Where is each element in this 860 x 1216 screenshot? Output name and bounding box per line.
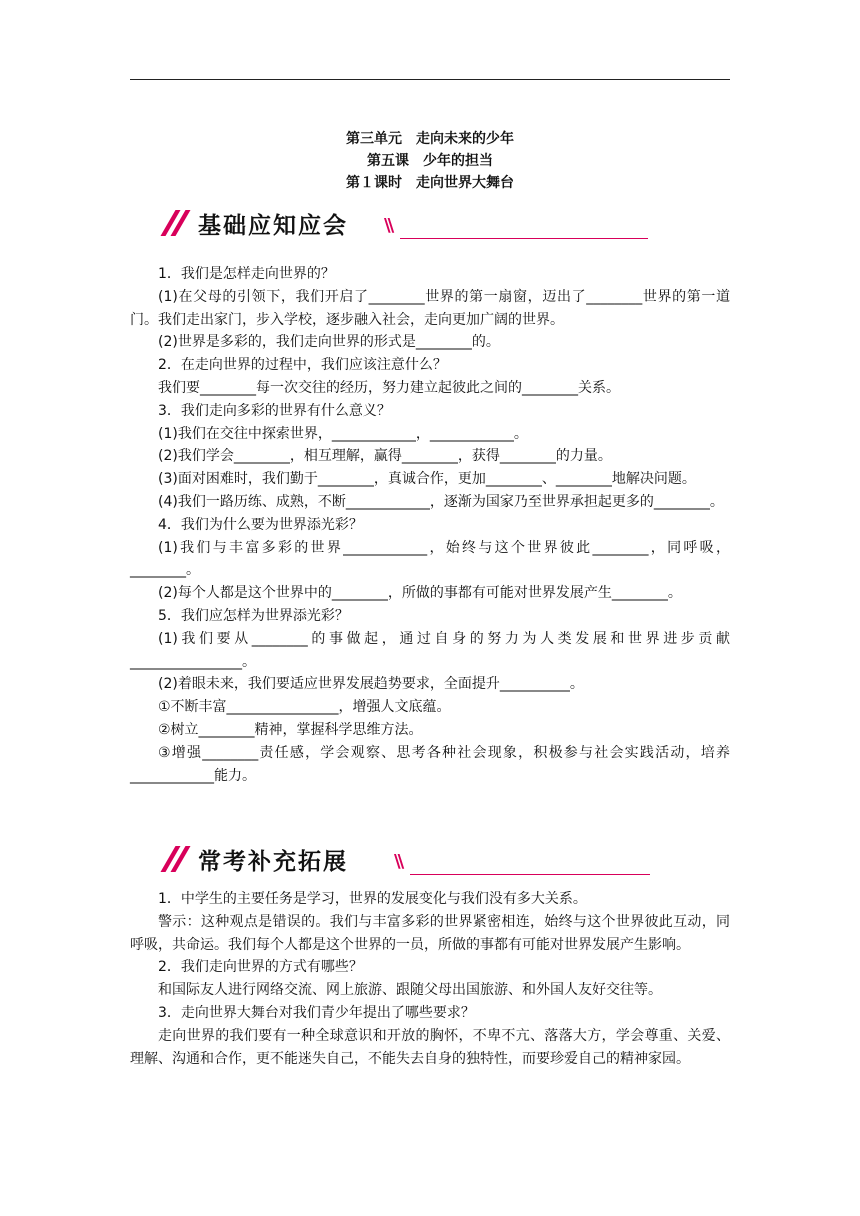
answer-line: ②树立________精神，掌握科学思维方法。 [158, 721, 423, 738]
answer-line: (1)我们要从________的事做起，通过自身的努力为人类发展和世界进步贡献________________。 [130, 630, 730, 670]
double-slash-icon: \\ [394, 851, 402, 872]
answer-line: 警示：这种观点是错误的。我们与丰富多彩的世界紧密相连，始终与这个世界彼此互动，同呼吸，共命运。我们每个人都是这个世界的一员，所做的事都有可能对世界发展产生影响。 [130, 913, 730, 953]
answer-line: 走向世界的我们要有一种全球意识和开放的胸怀，不卑不亢、落落大方，学会尊重、关爱、理解、沟通和合作，更不能迷失自己，不能失去自身的独特性，而要珍爱自己的精神家园。 [130, 1027, 730, 1067]
section1-body [130, 263, 730, 787]
answer-line: 和国际友人进行网络交流、网上旅游、跟随父母出国旅游、和外国人友好交往等。 [158, 982, 662, 999]
question: 2．我们走向世界的方式有哪些？ [158, 959, 363, 976]
answer-line: ①不断丰富________________，增强人文底蕴。 [158, 699, 451, 716]
section-banner-basic [162, 207, 652, 241]
question: 3．走向世界大舞台对我们青少年提出了哪些要求？ [158, 1004, 475, 1021]
answer-line: (1)我们在交往中探索世界，____________，____________。 [158, 425, 528, 442]
question: 3．我们走向多彩的世界有什么意义？ [158, 402, 391, 419]
answer-line: ③增强________责任感，学会观察、思考各种社会现象，积极参与社会实践活动，培养____________能力。 [130, 744, 730, 784]
double-slash-icon: \\ [384, 215, 392, 236]
section-title: 基础应知应会 [198, 213, 348, 239]
lesson-title: 第五课 少年的担当 [367, 153, 493, 169]
answer-line: (2)我们学会________，相互理解，赢得________，获得________的力量。 [158, 448, 612, 465]
answer-line: 我们要________每一次交往的经历，努力建立起彼此之间的________关系。 [158, 379, 620, 396]
section2-body [130, 888, 730, 1070]
answer-line: (2)每个人都是这个世界中的________，所做的事都有可能对世界发展产生________。 [158, 585, 682, 602]
answer-line: (1)我们与丰富多彩的世界____________，始终与这个世界彼此________，同呼吸，________。 [130, 539, 730, 579]
answer-line: (2)世界是多彩的，我们走向世界的形式是________的。 [158, 334, 500, 351]
period-title: 第１课时 走向世界大舞台 [346, 175, 514, 191]
answer-line: (2)着眼未来，我们要适应世界发展趋势要求，全面提升__________。 [158, 676, 584, 693]
question: 1．我们是怎样走向世界的？ [158, 266, 335, 282]
unit-title: 第三单元 走向未来的少年 [346, 131, 514, 147]
banner-underline [410, 874, 650, 875]
question: 4．我们为什么要为世界添光彩？ [158, 516, 363, 533]
answer-line: (1)在父母的引领下，我们开启了________世界的第一扇窗，迈出了________世界的第一道门。我们走出家门，步入学校，逐步融入社会，走向更加广阔的世界。 [130, 288, 730, 328]
banner-underline [400, 238, 648, 239]
question: 5．我们应怎样为世界添光彩？ [158, 607, 349, 624]
answer-line: (4)我们一路历练、成熟，不断____________，逐渐为国家乃至世界承担起更多的________。 [158, 493, 724, 510]
page-titles [130, 128, 730, 194]
answer-line: (3)面对困难时，我们勤于________，真诚合作，更加________、________地解决问题。 [158, 471, 696, 488]
section-banner-extension [162, 843, 652, 877]
question: 2．在走向世界的过程中，我们应该注意什么？ [158, 357, 447, 374]
top-rule [130, 79, 730, 80]
section-title: 常考补充拓展 [198, 849, 348, 875]
question: 1．中学生的主要任务是学习，世界的发展变化与我们没有多大关系。 [158, 891, 587, 907]
